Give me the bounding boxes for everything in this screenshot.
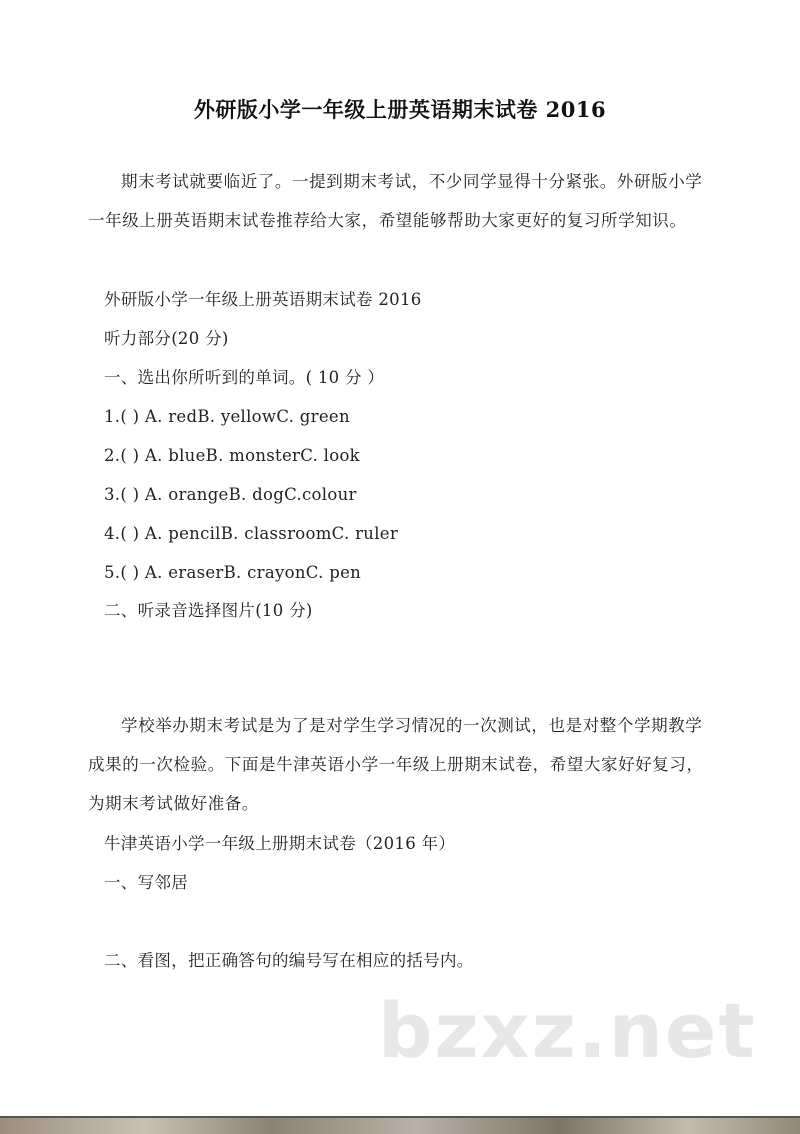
- section1-heading: 一、选出你所听到的单词。( 10 分 ）: [104, 368, 385, 387]
- question-item: 3.( ) A. orangeB. dogC.colour: [104, 485, 357, 504]
- question-item: 1.( ) A. redB. yellowC. green: [104, 407, 350, 426]
- question-item: 5.( ) A. eraserB. crayonC. pen: [104, 563, 362, 582]
- write-neighbors-heading: 一、写邻居: [104, 873, 188, 892]
- intro-paragraph: 期末考试就要临近了。一提到期末考试，不少同学显得十分紧张。外研版小学一年级上册英语期末试卷推荐给大家，希望能够帮助大家更好的复习所学知识。: [88, 172, 703, 230]
- second-exam-title: 牛津英语小学一年级上册期末试卷（2016 年）: [104, 834, 456, 853]
- picture-match-heading: 二、看图，把正确答句的编号写在相应的括号内。: [104, 951, 474, 970]
- question-item: 2.( ) A. blueB. monsterC. look: [104, 446, 360, 465]
- next-page-edge: [0, 1118, 800, 1134]
- question-item: 4.( ) A. pencilB. classroomC. ruler: [104, 524, 399, 543]
- listening-heading: 听力部分(20 分): [104, 329, 229, 348]
- site-watermark: bzxz.net: [378, 986, 757, 1075]
- section2-heading: 二、听录音选择图片(10 分): [104, 601, 313, 620]
- exam-subtitle: 外研版小学一年级上册英语期末试卷 2016: [104, 290, 422, 309]
- document-title: 外研版小学一年级上册英语期末试卷 2016: [193, 97, 607, 122]
- second-intro-paragraph: 学校举办期末考试是为了是对学生学习情况的一次测试，也是对整个学期教学成果的一次检验。下面是牛津英语小学一年级上册期末试卷，希望大家好好复习，为期末考试做好准备。: [88, 716, 704, 813]
